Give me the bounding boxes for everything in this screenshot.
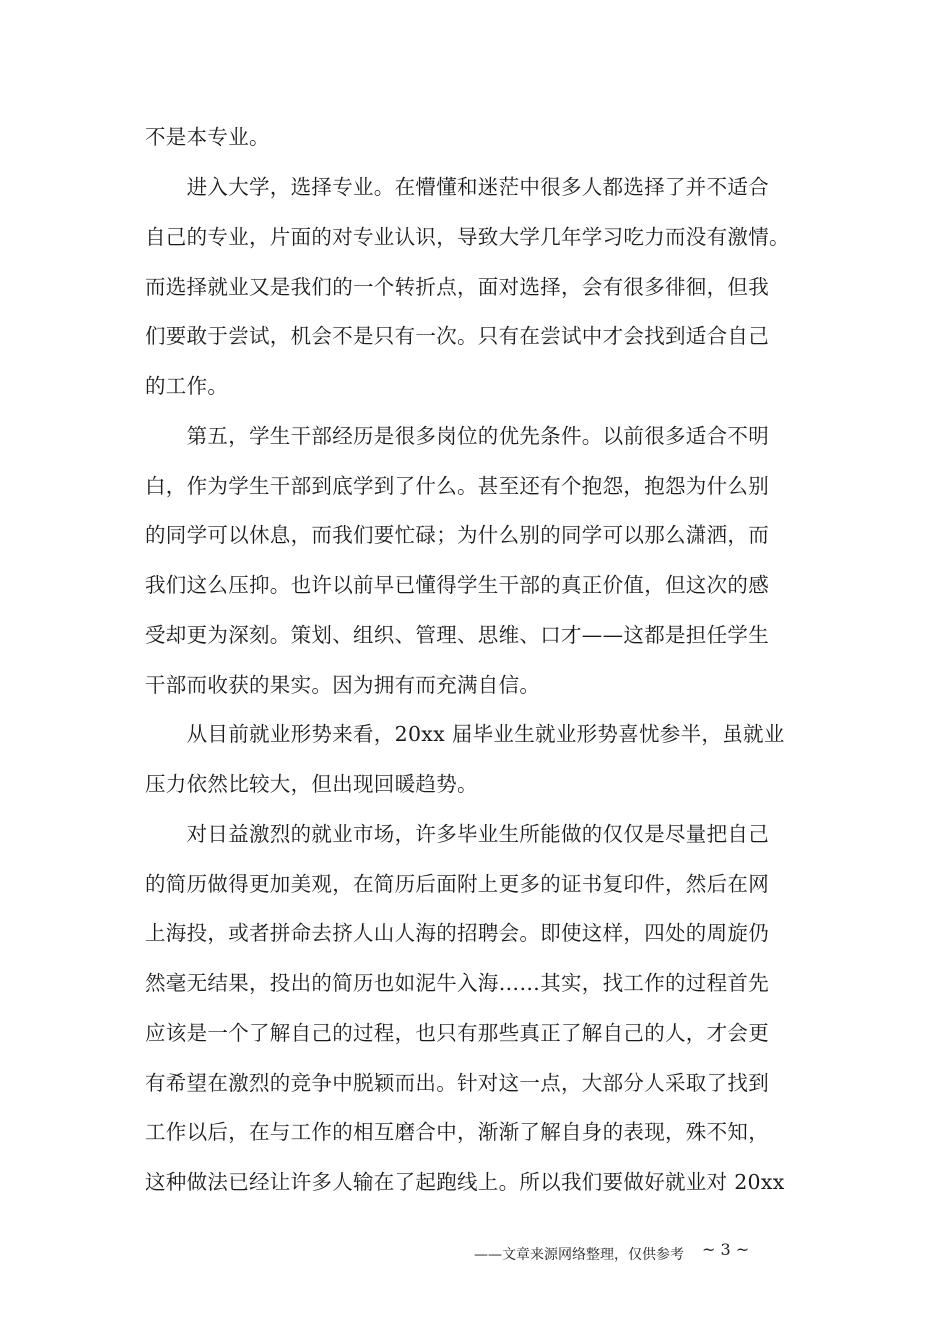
text-line: 受却更为深刻。策划、组织、管理、思维、口才——这都是担任学生 [145, 623, 769, 647]
text-line: 白，作为学生干部到底学到了什么。甚至还有个抱怨，抱怨为什么别 [145, 474, 769, 498]
text-line: 干部而收获的果实。因为拥有而充满自信。 [145, 673, 541, 697]
text-line: 对日益激烈的就业市场，许多毕业生所能做的仅仅是尽量把自己 [145, 822, 769, 846]
text-line: 上海投，或者拼命去挤人山人海的招聘会。即使这样，四处的周旋仍 [145, 921, 769, 945]
text-line: 第五，学生干部经历是很多岗位的优先条件。以前很多适合不明 [145, 424, 769, 448]
text-line: 这种做法已经让许多人输在了起跑线上。所以我们要做好就业对 20xx [145, 1170, 785, 1194]
text-line: 的同学可以休息，而我们要忙碌；为什么别的同学可以那么潇洒，而 [145, 523, 769, 547]
text-line: 而选择就业又是我们的一个转折点，面对选择，会有很多徘徊，但我 [145, 275, 769, 299]
page-number: ~ 3 ~ [702, 1240, 750, 1259]
text-line: 的工作。 [145, 374, 229, 398]
text-line: 的简历做得更加美观，在简历后面附上更多的证书复印件，然后在网 [145, 872, 769, 896]
text-line: 应该是一个了解自己的过程，也只有那些真正了解自己的人，才会更 [145, 1021, 769, 1045]
text-line: 有希望在激烈的竞争中脱颖而出。针对这一点，大部分人采取了找到 [145, 1071, 769, 1095]
text-line: 我们这么压抑。也许以前早已懂得学生干部的真正价值，但这次的感 [145, 573, 769, 597]
text-line: 压力依然比较大，但出现回暖趋势。 [145, 772, 478, 796]
text-line: 进入大学，选择专业。在懵懂和迷茫中很多人都选择了并不适合 [145, 175, 769, 199]
text-line: 自己的专业，片面的对专业认识，导致大学几年学习吃力而没有激情。 [145, 225, 790, 249]
text-line: 工作以后，在与工作的相互磨合中，渐渐了解自身的表现，殊不知， [145, 1120, 769, 1144]
text-line: 们要敢于尝试，机会不是只有一次。只有在尝试中才会找到适合自己 [145, 324, 769, 348]
text-line: 然毫无结果，投出的简历也如泥牛入海……其实，找工作的过程首先 [145, 971, 769, 995]
text-line: 不是本专业。 [145, 125, 270, 149]
footer-source-note: ——文章来源网络整理，仅供参考 [474, 1247, 684, 1263]
text-line: 从目前就业形势来看，20xx 届毕业生就业形势喜忧参半，虽就业 [145, 722, 785, 746]
